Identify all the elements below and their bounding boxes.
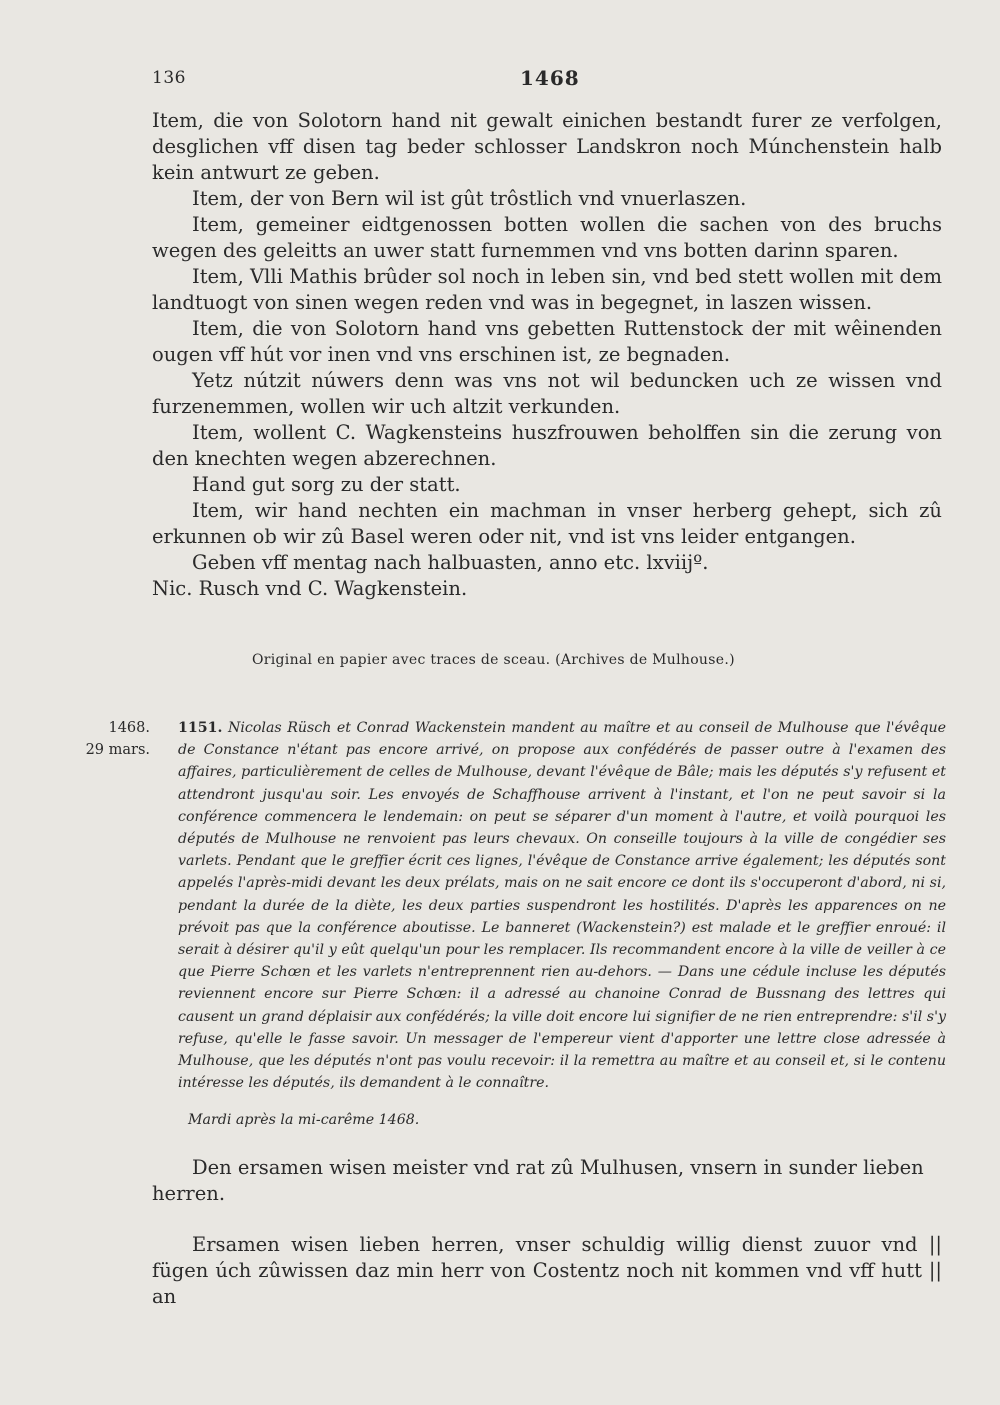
document-number: 1151. (178, 720, 223, 736)
page-number: 136 (152, 68, 186, 88)
letter-paragraph: Yetz nútzit núwers denn was vns not wil beduncken uch ze wissen vnd furzenemmen, wollen wir uch altzit verkunden. (152, 369, 942, 418)
letter-paragraph: Item, Vlli Mathis brûder sol noch in leben sin, vnd bed stett wollen mit dem landtuogt von sinen wegen reden vnd was in begegnet, in laszen wissen. (152, 265, 942, 314)
signature: Nic. Rusch vnd C. Wagkenstein. (152, 577, 468, 600)
dateline: Mardi après la mi-carême 1468. (188, 1112, 420, 1128)
letter-paragraph: Hand gut sorg zu der statt. (192, 473, 461, 496)
letter-paragraph: Item, gemeiner eidtgenossen botten wollen die sachen von des bruchs wegen des geleitts an uwer statt furnemmen vnd vns botten darinn sparen. (152, 213, 942, 262)
regest-text: Nicolas Rüsch et Conrad Wackenstein mandent au maître et au conseil de Mulhouse que l'évêque de Constance n'étant pas encore arrivé, on propose aux confédérés de passer outre à l'examen des affaires, particulièrement de celles de Mulhouse, devant l'évêque de Bâle; mais les députés s'y refusent et attendront jusqu'au soir. Les envoyés de Schaffhouse arrivent à l'instant, et l'on ne peut savoir si la conférence commencera le lendemain: on peut se séparer d'un moment à l'autre, et voilà pourquoi les députés de Mulhouse ne renvoient pas leurs chevaux. On conseille toujours à la ville de congédier ses varlets. Pendant que le greffier écrit ces lignes, l'évêque de Constance arrive également; les députés sont appelés l'après-midi devant les deux prélats, mais on ne sait encore ce dont ils s'occuperont d'abord, ni si, pendant la durée de la diète, les deux parties suspendront les hostilités. D'après les apparences on ne prévoit pas que la conférence aboutisse. Le banneret (Wackenstein?) est malade et le greffier enroué: il serait à désirer qu'il y eût quelqu'un pour les remplacer. Ils recommandent encore à la ville de veiller à ce que Pierre Schœn et les varlets n'entreprennent rien au-dehors. — Dans une cédule incluse les députés reviennent encore sur Pierre Schœn: il a adressé au chanoine Conrad de Bussnang des lettres qui causent un grand déplaisir aux confédérés; la ville doit encore lui signifier de ne rien entreprendre: s'il s'y refuse, qu'elle le fasse savoir. Un messager de l'empereur vient d'apporter une lettre close adressée à Mulhouse, que les députés n'ont pas voulu recevoir: il la remettra au maître et au conseil et, si le contenu intéresse les députés, ils demandent à le connaître. (178, 720, 947, 1092)
letter-paragraph: Item, wir hand nechten ein machman in vnser herberg gehept, sich zû erkunnen ob wir zû Basel weren oder nit, vnd ist vns leider entgangen. (152, 499, 942, 548)
letter-paragraph: Item, die von Solotorn hand nit gewalt einichen bestandt furer ze verfolgen, desglichen vff disen tag beder schlosser Landskron noch Múnchenstein halb kein antwurt ze geben. (152, 109, 942, 184)
running-head-year: 1468 (520, 66, 580, 90)
letter-address: Den ersamen wisen meister vnd rat zû Mulhusen, vnsern in sunder lieben herren. (152, 1156, 924, 1205)
letter-paragraph: Item, wollent C. Wagkensteins huszfrouwen beholffen sin die zerung von den knechten wegen abzerechnen. (152, 421, 942, 470)
letter-paragraph: Geben vff mentag nach halbuasten, anno etc. lxviijº. (192, 551, 709, 574)
marginal-year: 1468. (108, 720, 150, 736)
letter-paragraph: Item, der von Bern wil ist gût trôstlich vnd vnuerlaszen. (192, 187, 747, 210)
letter-opening: Ersamen wisen lieben herren, vnser schuldig willig dienst zuuor vnd || fügen úch zûwissen daz min herr von Costentz noch nit kommen vnd vff hutt || an (152, 1233, 942, 1308)
source-note: Original en papier avec traces de sceau. (Archives de Mulhouse.) (252, 652, 735, 668)
marginal-day: 29 mars. (85, 742, 150, 758)
letter-paragraph: Item, die von Solotorn hand vns gebetten Ruttenstock der mit wêinenden ougen vff hút vor inen vnd vns erschinen ist, ze begnaden. (152, 317, 942, 366)
regest-summary (178, 717, 946, 1094)
marginal-date (58, 717, 150, 761)
letter-body (152, 108, 942, 602)
